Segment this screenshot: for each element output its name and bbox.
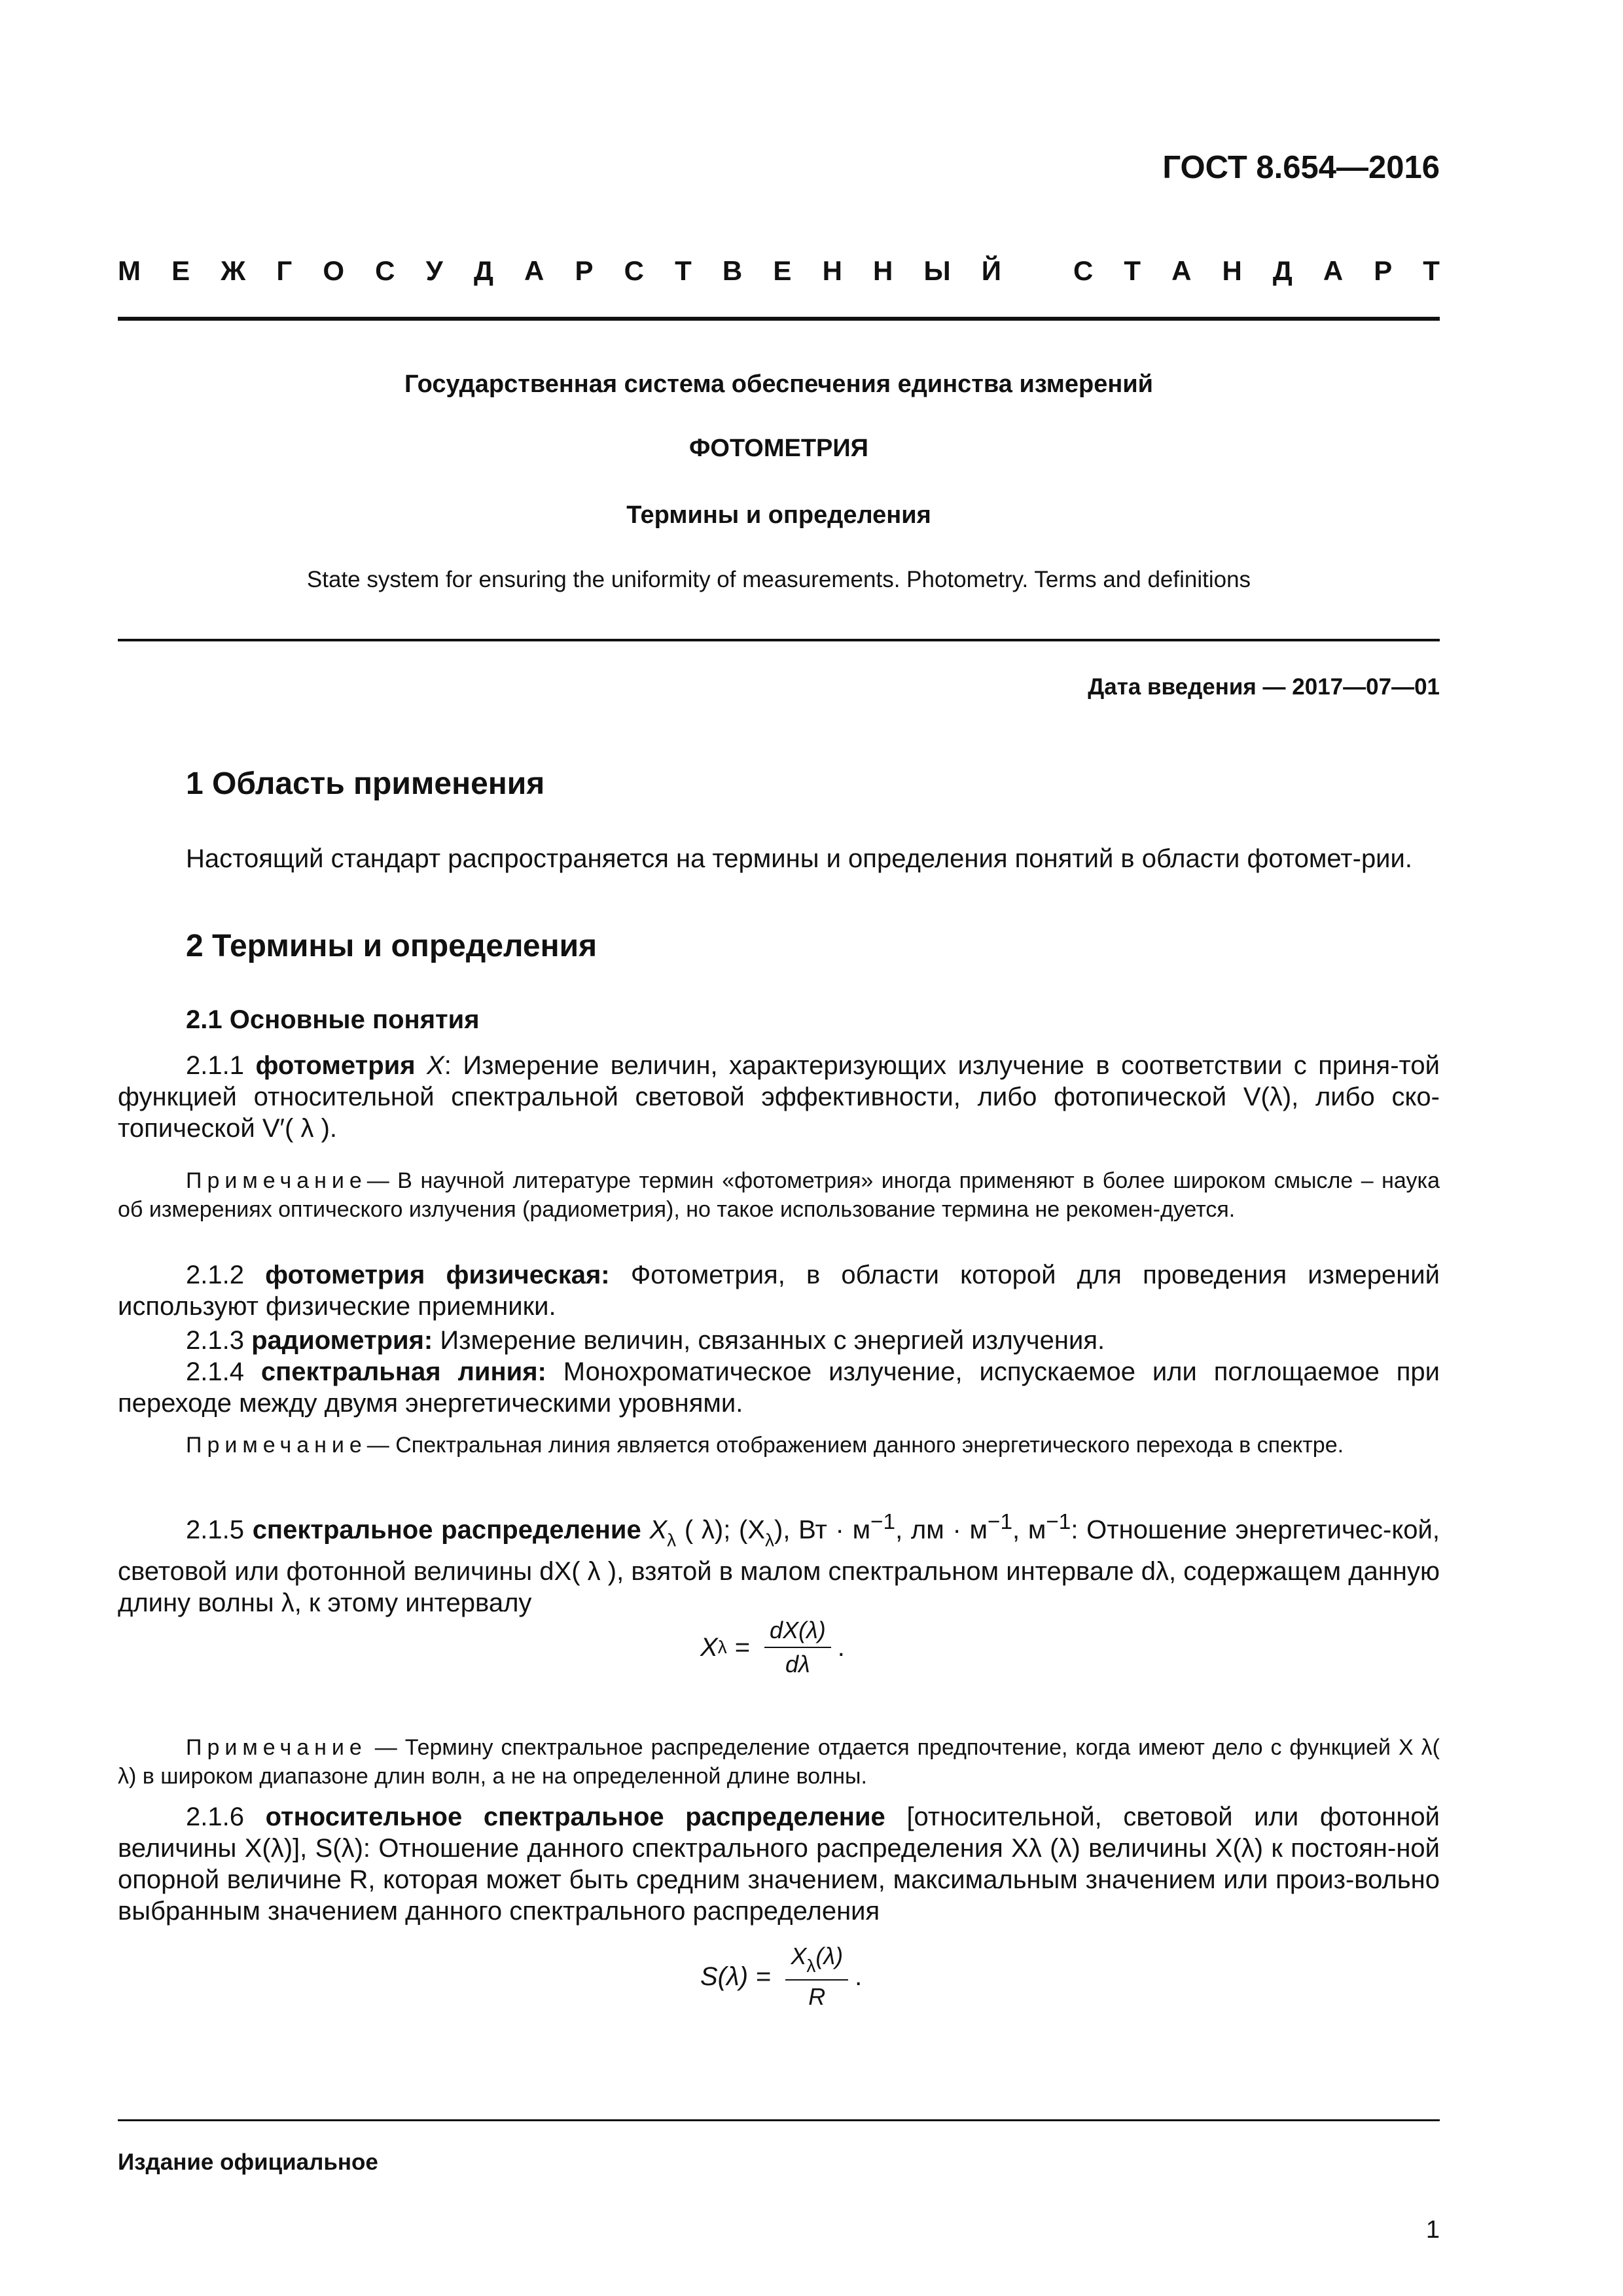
document-number: ГОСТ 8.654—2016 [1162,150,1440,185]
page-number: 1 [1425,2216,1440,2244]
banner-letter: Т [1423,255,1440,286]
banner-letter: Т [675,255,692,286]
section-2-heading: 2 Термины и определения [186,929,597,963]
banner-letter: Ж [221,255,246,286]
banner-letter: М [118,255,141,286]
subsection-2-1-heading: 2.1 Основные понятия [186,1005,480,1034]
section-1-heading: 1 Область применения [186,766,545,801]
banner-letter: Н [822,255,842,286]
banner-letter: Д [473,255,493,286]
title-rule [118,639,1440,641]
banner-letter: Г [276,255,293,286]
term-2-1-2: 2.1.2 фотометрия физическая: Фотометрия, в области которой для проведения измерений используют физические приемники. [118,1261,1440,1321]
banner-letter: Ы [923,255,951,286]
main-title: ФОТОМЕТРИЯ [689,435,868,462]
term-2-1-6: 2.1.6 относительное спектральное распределение [относительной, световой или фотонной величины X(λ)], S(λ): Отношение данного спектрального распределения Xλ (λ) величины X(λ) к постоян-ной опорной величине R, которая может быть средним значением, максимальным значением или произ-вольно выбранным значением данного спектрального распределения [118,1803,1440,1926]
term-2-1-4: 2.1.4 спектральная линия: Монохроматическое излучение, испускаемое или поглощаемое при переходе между двумя энергетическими уровнями. [118,1357,1440,1418]
banner-letter: С [624,255,644,286]
banner-letter: Н [873,255,893,286]
banner-letter: Р [1374,255,1393,286]
official-edition-label: Издание официальное [118,2149,378,2175]
standard-type-word1 [118,255,1001,287]
banner-letter: Й [981,255,1001,286]
footer-rule [118,2119,1440,2121]
banner-letter: Н [1222,255,1242,286]
banner-letter: Т [1124,255,1141,286]
banner-letter: У [425,255,443,286]
formula-spectral-distribution: X λ = $\frac{dX(\lambda)}{d\lambda}$ . [700,1617,845,1677]
banner-letter: Е [773,255,792,286]
banner-letter: С [1073,255,1094,286]
introduction-date: Дата введения — 2017—07—01 [1088,674,1440,700]
banner-letter: О [323,255,345,286]
banner-letter: Д [1272,255,1293,286]
note-3: Примечание — Термину спектральное распределение отдается предпочтение, когда имеют дело с функцией X λ( λ) в широком диапазоне длин волн, а не на определенной длине волны. [118,1735,1440,1789]
english-title: State system for ensuring the uniformity of measurements. Photometry. Terms and definitions [306,567,1251,592]
sub-title: Термины и определения [626,501,931,529]
standard-type-banner [118,255,1440,287]
banner-letter: В [722,255,743,286]
term-2-1-3: 2.1.3 радиометрия: Измерение величин, связанных с энергией излучения. [186,1326,1105,1355]
note-1: Примечание— В научной литературе термин «фотометрия» иногда применяют в более широком смысле – наука об измерениях оптического излучения (радиометрия), но такое использование термина не рекомен-дуется. [118,1168,1440,1222]
term-2-1-5: 2.1.5 спектральное распределение $X_\lambda$ ( λ); $(X_\lambda)$, Вт · $м^{-1}$, лм · $м^{-1}$, $м^{-1}$: Отношение энергетичес-кой, световой или фотонной величины dX( λ ), взятой в малом спектральном интервале dλ, содержащем данную длину волны λ, к этому интервалу [118,1510,1440,1618]
banner-letter: С [375,255,395,286]
system-title: Государственная система обеспечения единства измерений [404,370,1154,398]
banner-letter: Р [575,255,594,286]
standard-type-word2 [1073,255,1440,287]
note-2: Примечание— Спектральная линия является отображением данного энергетического перехода в спектре. [186,1433,1344,1458]
banner-letter: А [1323,255,1344,286]
banner-letter: А [1171,255,1192,286]
term-2-1-1: 2.1.1 фотометрия X: Измерение величин, характеризующих излучение в соответствии с приня-той функцией относительной спектральной световой эффективности, либо фотопической V(λ), либо ско-топической V′( λ ). [118,1051,1440,1143]
section-1-text: Настоящий стандарт распространяется на термины и определения понятий в области фотомет-рии. [186,844,1412,873]
formula-relative-spectral-distribution: S(λ) = $\frac{X_\lambda(\lambda)}{R}$ . [700,1943,863,2010]
banner-letter: А [524,255,544,286]
banner-letter: Е [171,255,190,286]
header-rule [118,317,1440,321]
